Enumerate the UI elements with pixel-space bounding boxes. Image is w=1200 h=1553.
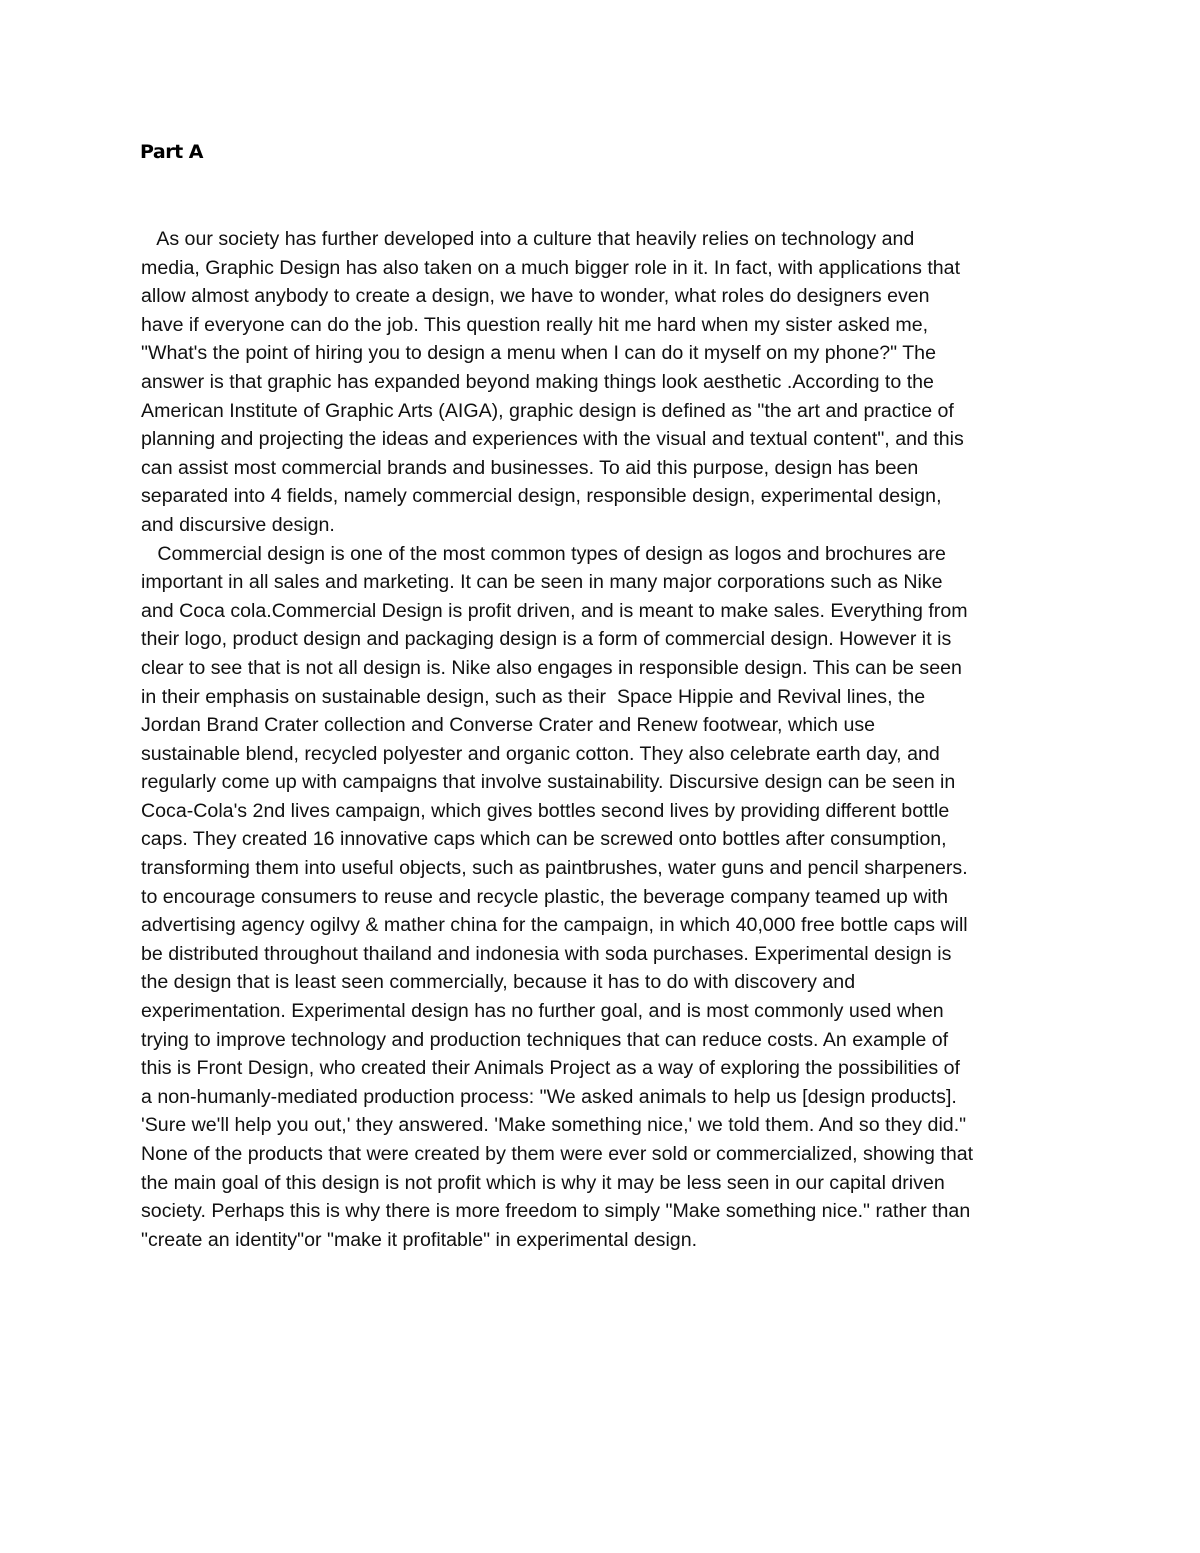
text-line: planning and projecting the ideas and experiences with the visual and textual content", and this	[141, 428, 964, 451]
text-line: important in all sales and marketing. It can be seen in many major corporations such as Nike	[141, 571, 943, 594]
text-line: their logo, product design and packaging design is a form of commercial design. However it is	[141, 628, 952, 651]
text-line: advertising agency ogilvy & mather china for the campaign, in which 40,000 free bottle caps will	[141, 914, 968, 937]
text-line: the main goal of this design is not profit which is why it may be less seen in our capital driven	[141, 1171, 945, 1194]
text-line: Coca-Cola's 2nd lives campaign, which gives bottles second lives by providing different bottle	[141, 799, 950, 822]
text-line: experimentation. Experimental design has no further goal, and is most commonly used when	[141, 1000, 944, 1023]
text-line: to encourage consumers to reuse and recycle plastic, the beverage company teamed up with	[141, 885, 949, 908]
text-line: "create an identity"or "make it profitable" in experimental design.	[141, 1228, 698, 1251]
text-line: separated into 4 fields, namely commercial design, responsible design, experimental design,	[141, 485, 942, 508]
text-line: can assist most commercial brands and businesses. To aid this purpose, design has been	[141, 456, 919, 479]
text-line: caps. They created 16 innovative caps which can be screwed onto bottles after consumption,	[141, 828, 947, 851]
text-line: this is Front Design, who created their Animals Project as a way of exploring the possibilities of	[141, 1057, 960, 1080]
text-line: sustainable blend, recycled polyester and organic cotton. They also celebrate earth day, and	[141, 742, 940, 765]
text-line: be distributed throughout thailand and indonesia with soda purchases. Experimental design is	[141, 942, 952, 965]
text-line: "What's the point of hiring you to design a menu when I can do it myself on my phone?" The	[141, 342, 936, 365]
text-line: and Coca cola.Commercial Design is profit driven, and is meant to make sales. Everything from	[141, 599, 968, 622]
text-line: allow almost anybody to create a design, we have to wonder, what roles do designers even	[141, 285, 930, 308]
text-line: transforming them into useful objects, such as paintbrushes, water guns and pencil sharpeners.	[141, 857, 968, 880]
text-line: None of the products that were created by them were ever sold or commercialized, showing that	[141, 1143, 974, 1165]
section-heading: Part A	[140, 141, 204, 163]
text-line: the design that is least seen commercially, because it has to do with discovery and	[141, 971, 856, 994]
text-line: As our society has further developed into a culture that heavily relies on technology and	[141, 228, 915, 250]
text-line: clear to see that is not all design is. Nike also engages in responsible design. This can be seen	[141, 656, 962, 679]
text-line: society. Perhaps this is why there is more freedom to simply "Make something nice." rather than	[141, 1200, 971, 1223]
text-line: Commercial design is one of the most common types of design as logos and brochures are	[141, 542, 946, 565]
text-line: have if everyone can do the job. This question really hit me hard when my sister asked me,	[141, 313, 929, 336]
text-line: Jordan Brand Crater collection and Converse Crater and Renew footwear, which use	[141, 714, 876, 737]
text-line: a non-humanly-mediated production process: "We asked animals to help us [design products].	[141, 1085, 957, 1108]
text-line: trying to improve technology and production techniques that can reduce costs. An example of	[141, 1028, 949, 1051]
text-line: answer is that graphic has expanded beyond making things look aesthetic .According to the	[141, 370, 934, 393]
text-line: in their emphasis on sustainable design, such as their Space Hippie and Revival lines, the	[141, 685, 926, 708]
text-line: media, Graphic Design has also taken on a much bigger role in it. In fact, with applications that	[141, 256, 961, 279]
text-line: American Institute of Graphic Arts (AIGA), graphic design is defined as "the art and practice of	[141, 399, 954, 422]
text-line: 'Sure we'll help you out,' they answered. 'Make something nice,' we told them. And so they did."	[141, 1114, 967, 1137]
text-line: regularly come up with campaigns that involve sustainability. Discursive design can be seen in	[141, 771, 956, 794]
text-line: and discursive design.	[141, 513, 335, 536]
body-text	[141, 225, 1071, 1254]
